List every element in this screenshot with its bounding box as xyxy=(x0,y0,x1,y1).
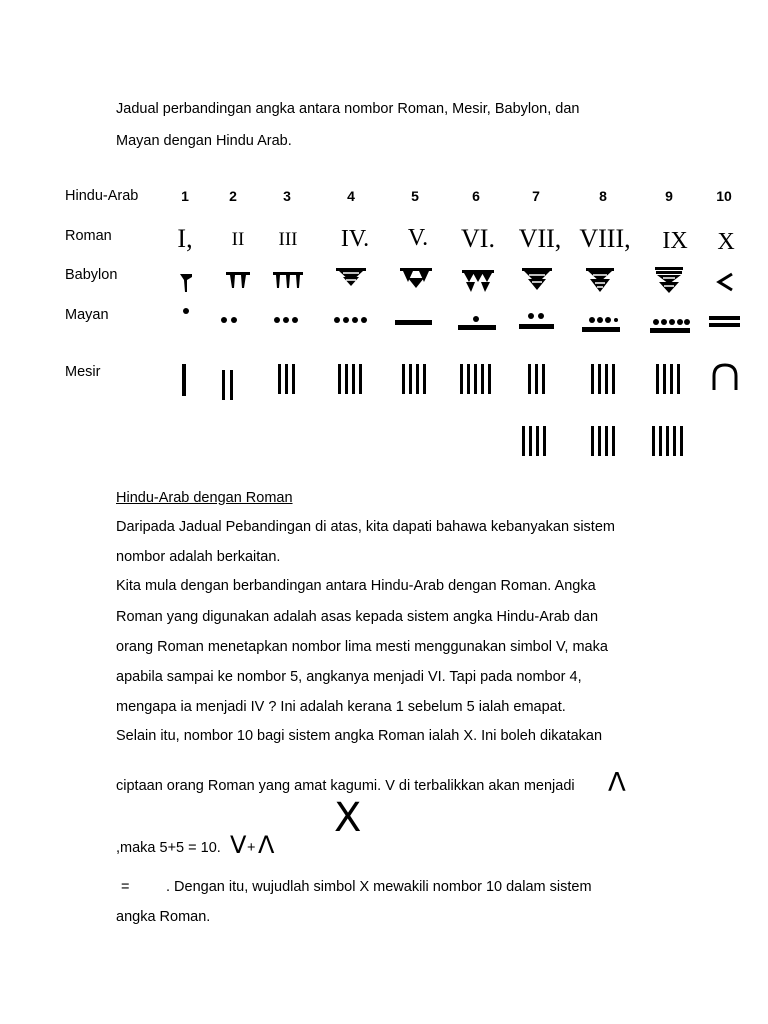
big-x-symbol: X xyxy=(334,795,362,841)
hindu-arab-7: 7 xyxy=(532,188,540,204)
babylon-1-icon xyxy=(180,274,192,292)
mesir-5-icon xyxy=(402,364,426,394)
roman-8: VIII, xyxy=(579,224,631,253)
mayan-4-icon xyxy=(334,317,367,323)
roman-10: X xyxy=(717,229,735,255)
row-label-hindu-arab: Hindu-Arab xyxy=(65,188,139,204)
mesir-7-icon xyxy=(522,364,546,456)
babylon-3-icon xyxy=(273,272,303,288)
mesir-1-icon xyxy=(182,364,186,396)
roman-7: VII, xyxy=(518,224,562,253)
paragraph-line: Selain itu, nombor 10 bagi sistem angka Roman ialah X. Ini boleh dikatakan xyxy=(116,728,603,744)
mesir-10-heel-bone-icon xyxy=(714,365,736,390)
paragraph-line: Daripada Jadual Pebandingan di atas, kita dapati bahawa kebanyakan sistem xyxy=(116,519,615,535)
row-label-babylon: Babylon xyxy=(65,267,118,283)
paragraph-line-last: angka Roman. xyxy=(116,909,211,925)
hindu-arab-3: 3 xyxy=(283,188,291,204)
paragraph-line: apabila sampai ke nombor 5, angkanya menjadi VI. Tapi pada nombor 4, xyxy=(116,669,582,685)
babylon-7-icon xyxy=(522,268,552,290)
mesir-4-icon xyxy=(338,364,362,394)
babylon-2-icon xyxy=(226,272,250,288)
mayan-2-icon xyxy=(221,317,237,323)
hindu-arab-6: 6 xyxy=(472,188,480,204)
mesir-9-icon xyxy=(652,364,683,456)
mayan-row xyxy=(0,300,768,340)
v-symbol: V xyxy=(230,831,247,859)
inverted-v-symbol-2: Λ xyxy=(258,831,275,859)
hindu-arab-1: 1 xyxy=(181,188,189,204)
hindu-arab-4: 4 xyxy=(347,188,355,204)
hindu-arab-5: 5 xyxy=(411,188,419,204)
row-label-roman: Roman xyxy=(65,228,112,244)
hindu-arab-9: 9 xyxy=(665,188,673,204)
equals-sign: = xyxy=(121,879,130,895)
mayan-6-icon xyxy=(458,316,496,330)
mesir-8-icon xyxy=(591,364,615,456)
inverted-v-symbol: Λ xyxy=(608,768,626,798)
mayan-7-icon xyxy=(519,313,554,329)
mesir-6-icon xyxy=(460,364,491,394)
mayan-10-icon xyxy=(709,316,740,327)
intro-line-2: Mayan dengan Hindu Arab. xyxy=(116,133,292,149)
mayan-5-icon xyxy=(395,320,432,325)
roman-2: II xyxy=(231,229,245,250)
mesir-3-icon xyxy=(278,364,295,394)
paragraph-line: Roman yang digunakan adalah asas kepada sistem angka Hindu-Arab dan xyxy=(116,609,599,625)
paragraph-line-maka: ,maka 5+5 = 10. xyxy=(116,840,221,856)
intro-line-1: Jadual perbandingan angka antara nombor Roman, Mesir, Babylon, dan xyxy=(116,101,580,117)
babylon-10-icon xyxy=(719,274,732,290)
roman-5: V. xyxy=(407,225,429,251)
hindu-arab-10: 10 xyxy=(716,188,732,204)
mayan-3-icon xyxy=(274,317,298,323)
babylon-9-icon xyxy=(655,267,683,293)
paragraph-line: orang Roman menetapkan nombor lima mesti menggunakan simbol V, maka xyxy=(116,639,608,655)
paragraph-line-ciptaan: ciptaan orang Roman yang amat kagumi. V di terbalikkan akan menjadi xyxy=(116,778,575,794)
row-label-mayan: Mayan xyxy=(65,307,109,323)
roman-9: IX xyxy=(662,228,688,254)
babylon-4-icon xyxy=(336,268,366,286)
roman-4: IV. xyxy=(340,226,370,252)
paragraph-line: nombor adalah berkaitan. xyxy=(116,549,281,565)
roman-1: I, xyxy=(177,224,193,253)
hindu-arab-2: 2 xyxy=(229,188,237,204)
roman-6: VI. xyxy=(461,224,495,253)
babylon-8-icon xyxy=(586,268,614,292)
mayan-8-icon xyxy=(582,317,620,332)
mayan-9-icon xyxy=(650,319,690,333)
babylon-row xyxy=(0,262,768,302)
paragraph-line-dengan: . Dengan itu, wujudlah simbol X mewakili nombor 10 dalam sistem xyxy=(166,879,592,895)
mesir-row xyxy=(0,360,768,460)
babylon-6-icon xyxy=(462,270,494,292)
paragraph-line: mengapa ia menjadi IV ? Ini adalah kerana 1 sebelum 5 ialah emapat. xyxy=(116,699,566,715)
row-label-mesir: Mesir xyxy=(65,364,101,380)
paragraph-line: Kita mula dengan berbandingan antara Hindu-Arab dengan Roman. Angka xyxy=(116,578,596,594)
hindu-arab-8: 8 xyxy=(599,188,607,204)
plus-sign: + xyxy=(247,840,256,856)
section-heading: Hindu-Arab dengan Roman xyxy=(116,490,293,506)
roman-3: III xyxy=(278,229,298,250)
mayan-1-icon xyxy=(183,308,189,314)
mesir-2-icon xyxy=(222,370,233,400)
babylon-5-icon xyxy=(400,268,432,288)
